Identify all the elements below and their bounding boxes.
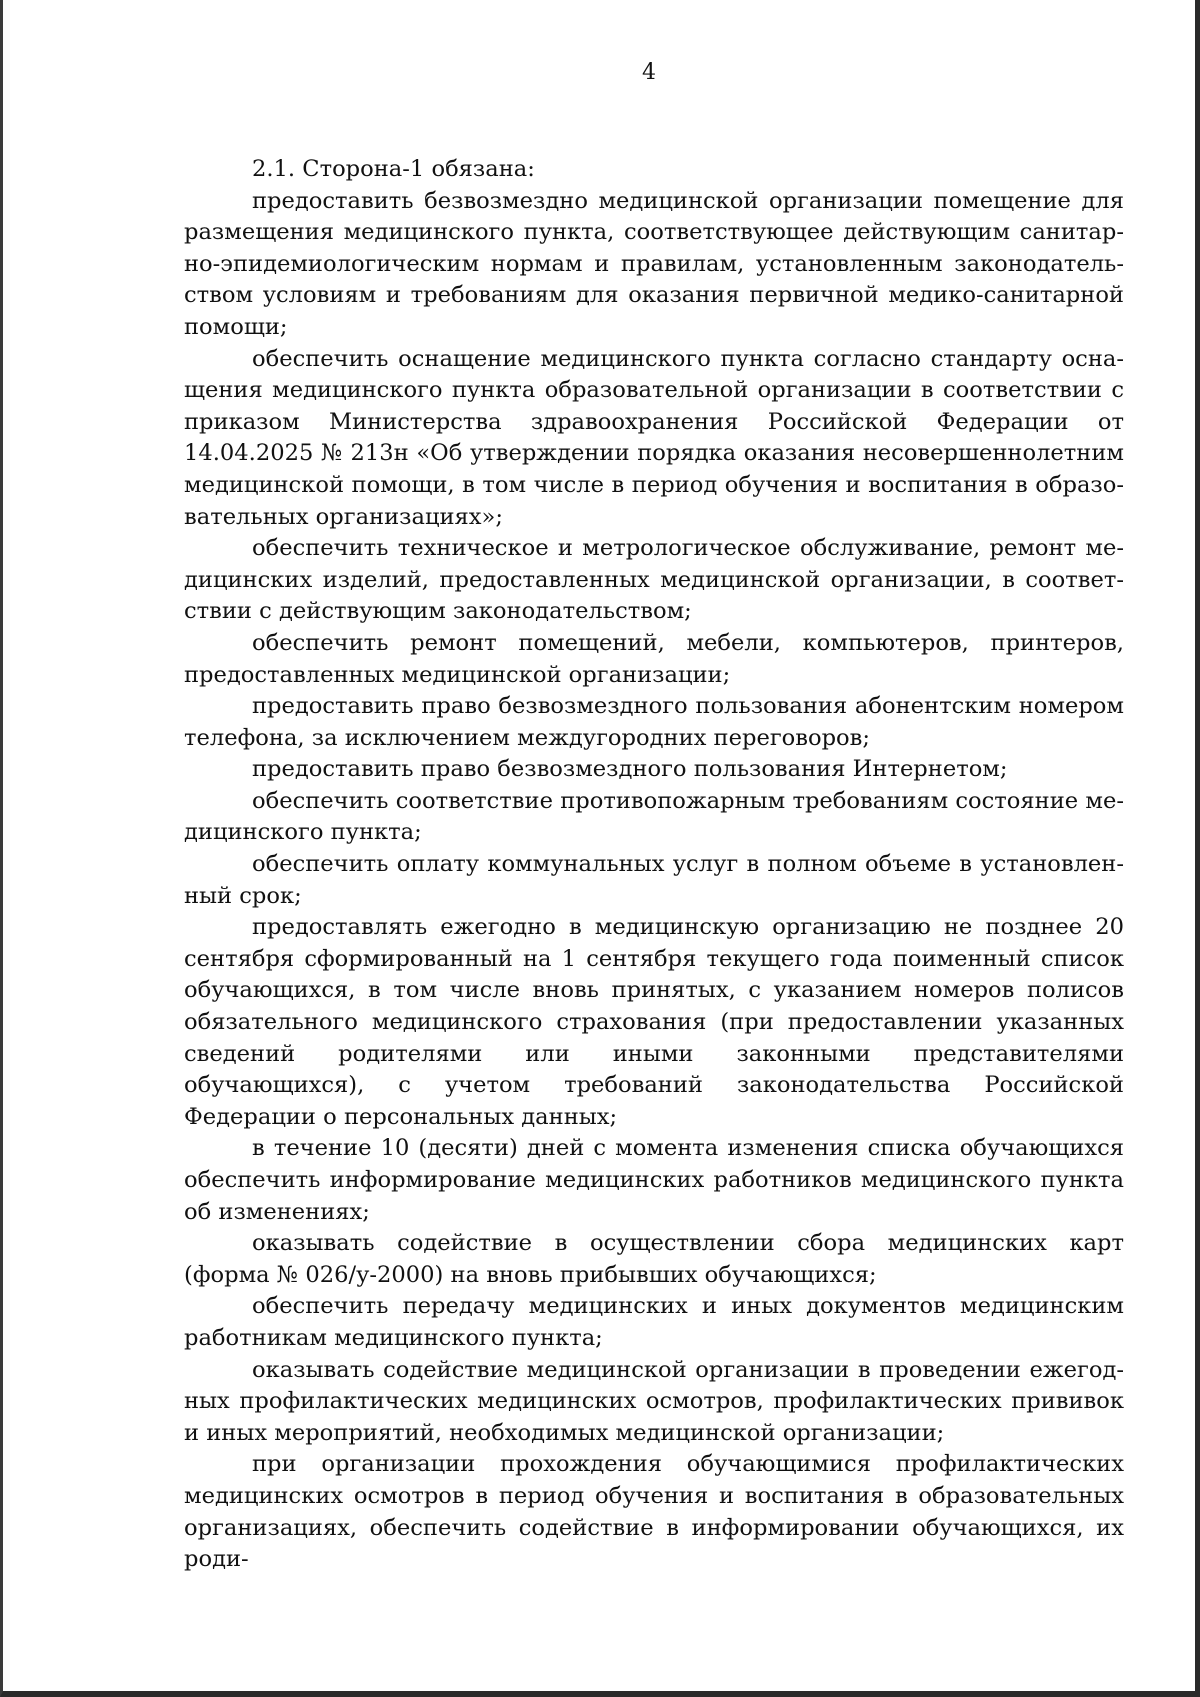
paragraph-6: предоставить право безвозмездного пользования Интернетом; — [252, 756, 1008, 783]
paragraph-7: обеспечить соответствие противопожарным требованиям состояние медицинского пункта; — [184, 787, 1124, 846]
paragraph-10: в течение 10 (десяти) дней с момента изменения списка обучающихся обеспечить информирование медицинских работников медицинского пункта об изменениях; — [184, 1135, 1124, 1225]
paragraph-13: оказывать содействие медицинской организации в проведении ежегодных профилактических медицинских осмотров, профилактических прививок и иных мероприятий, необходимых медицинской организации; — [184, 1356, 1124, 1446]
paragraph-5: предоставить право безвозмездного пользования абонентским номером телефона, за исключением междугородних переговоров; — [184, 693, 1124, 751]
document-body — [184, 154, 1124, 1576]
section-heading: 2.1. Сторона-1 обязана: — [252, 156, 535, 182]
paragraph-3: обеспечить техническое и метрологическое обслуживание, ремонт медицинских изделий, предоставленных медицинской организации, в соответствии с действующим законодательством; — [184, 535, 1124, 625]
paragraph-12: обеспечить передачу медицинских и иных документов медицинским работникам медицинского пункта; — [184, 1293, 1124, 1351]
paragraph-9: предоставлять ежегодно в медицинскую организацию не позднее 20 сентября сформированный на 1 сентября текущего года поименный список обучающихся, в том числе вновь принятых, с указанием номеров полисов обязательного медицинского страхования (при предоставлении указанных сведений родителями или иными законными представителями обучающихся), с учетом требований законодательства Российской Федерации о персональных данных; — [184, 914, 1124, 1130]
paragraph-2: обеспечить оснащение медицинского пункта согласно стандарту оснащения медицинского пункта образовательной организации в соответствии с приказом Министерства здравоохранения Российской Федерации от 14.04.2025 № 213н «Об утверждении порядка оказания несовершеннолетним медицинской помощи, в том числе в период обучения и воспитания в образовательных организациях»; — [184, 345, 1124, 530]
paragraph-8: обеспечить оплату коммунальных услуг в полном объеме в установленный срок; — [184, 851, 1124, 909]
paragraph-14: при организации прохождения обучающимися профилактических медицинских осмотров в период обучения и воспитания в образовательных организациях, обеспечить содействие в информировании обучающихся, их роди- — [184, 1451, 1124, 1573]
paragraph-11: оказывать содействие в осуществлении сбора медицинских карт (форма № 026/у-2000) на вновь прибывших обучающихся; — [184, 1230, 1124, 1288]
paragraph-4: обеспечить ремонт помещений, мебели, компьютеров, принтеров, предоставленных медицинской организации; — [184, 629, 1124, 688]
paragraph-1: предоставить безвозмездно медицинской организации помещение для размещения медицинского пункта, соответствующее действующим санитарно-эпидемиологическим нормам и правилам, установленным законодательством условиям и требованиям для оказания первичной медико-санитарной помощи; — [184, 187, 1124, 340]
page-number: 4 — [642, 60, 656, 85]
